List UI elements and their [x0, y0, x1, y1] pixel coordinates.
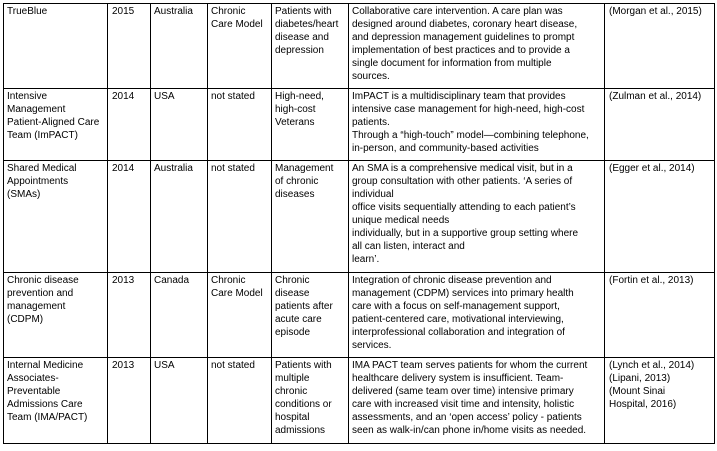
model-cell: not stated — [208, 161, 272, 273]
country-cell: Canada — [151, 273, 208, 358]
population-cell: Patients with multiple chronic conditions or hospital admissions — [272, 358, 349, 444]
reference-cell: (Morgan et al., 2015) — [605, 4, 715, 89]
year-cell: 2013 — [108, 358, 151, 444]
reference-cell: (Fortin et al., 2013) — [605, 273, 715, 358]
reference-cell: (Zulman et al., 2014) — [605, 89, 715, 161]
year-cell: 2014 — [108, 89, 151, 161]
year-cell: 2013 — [108, 273, 151, 358]
description-cell: IMA PACT team serves patients for whom the current healthcare delivery system is insufficient. Team- delivered (same team over time) intensive primary care with increased visit time and intensity, holistic assessments, and an ‘open access’ policy - patients seen as walk-in/can phone in/home visits as needed. — [349, 358, 605, 444]
table-row — [4, 89, 715, 161]
table-row — [4, 4, 715, 89]
population-cell: Patients with diabetes/heart disease and depression — [272, 4, 349, 89]
description-cell: ImPACT is a multidisciplinary team that provides intensive case management for high-need, high-cost patients. Through a “high-touch” model—combining telephone, in-person, and community-based activities — [349, 89, 605, 161]
program-cell: Internal Medicine Associates- Preventable Admissions Care Team (IMA/PACT) — [4, 358, 108, 444]
table-row — [4, 161, 715, 273]
model-cell: not stated — [208, 358, 272, 444]
table-row — [4, 358, 715, 444]
population-cell: High-need, high-cost Veterans — [272, 89, 349, 161]
model-cell: Chronic Care Model — [208, 4, 272, 89]
program-cell: Intensive Management Patient-Aligned Care Team (ImPACT) — [4, 89, 108, 161]
model-cell: not stated — [208, 89, 272, 161]
year-cell: 2015 — [108, 4, 151, 89]
population-cell: Chronic disease patients after acute care episode — [272, 273, 349, 358]
program-cell: Chronic disease prevention and management (CDPM) — [4, 273, 108, 358]
country-cell: Australia — [151, 4, 208, 89]
country-cell: Australia — [151, 161, 208, 273]
document-page — [3, 3, 715, 444]
literature-table — [3, 3, 715, 444]
country-cell: USA — [151, 358, 208, 444]
description-cell: Collaborative care intervention. A care plan was designed around diabetes, coronary heart disease, and depression management guidelines to prompt implementation of best practices and to provide a single document for information from multiple sources. — [349, 4, 605, 89]
table-row — [4, 273, 715, 358]
program-cell: TrueBlue — [4, 4, 108, 89]
country-cell: USA — [151, 89, 208, 161]
reference-cell: (Egger et al., 2014) — [605, 161, 715, 273]
year-cell: 2014 — [108, 161, 151, 273]
population-cell: Management of chronic diseases — [272, 161, 349, 273]
model-cell: Chronic Care Model — [208, 273, 272, 358]
description-cell: Integration of chronic disease prevention and management (CDPM) services into primary health care with a focus on self-management support, patient-centered care, motivational interviewing, interprofessional collaboration and integration of services. — [349, 273, 605, 358]
description-cell: An SMA is a comprehensive medical visit, but in a group consultation with other patients. ‘A series of individual office visits sequentially attending to each patient’s unique medical needs individually, but in a supportive group setting where all can listen, interact and learn’. — [349, 161, 605, 273]
reference-cell: (Lynch et al., 2014) (Lipani, 2013) (Mount Sinai Hospital, 2016) — [605, 358, 715, 444]
program-cell: Shared Medical Appointments (SMAs) — [4, 161, 108, 273]
